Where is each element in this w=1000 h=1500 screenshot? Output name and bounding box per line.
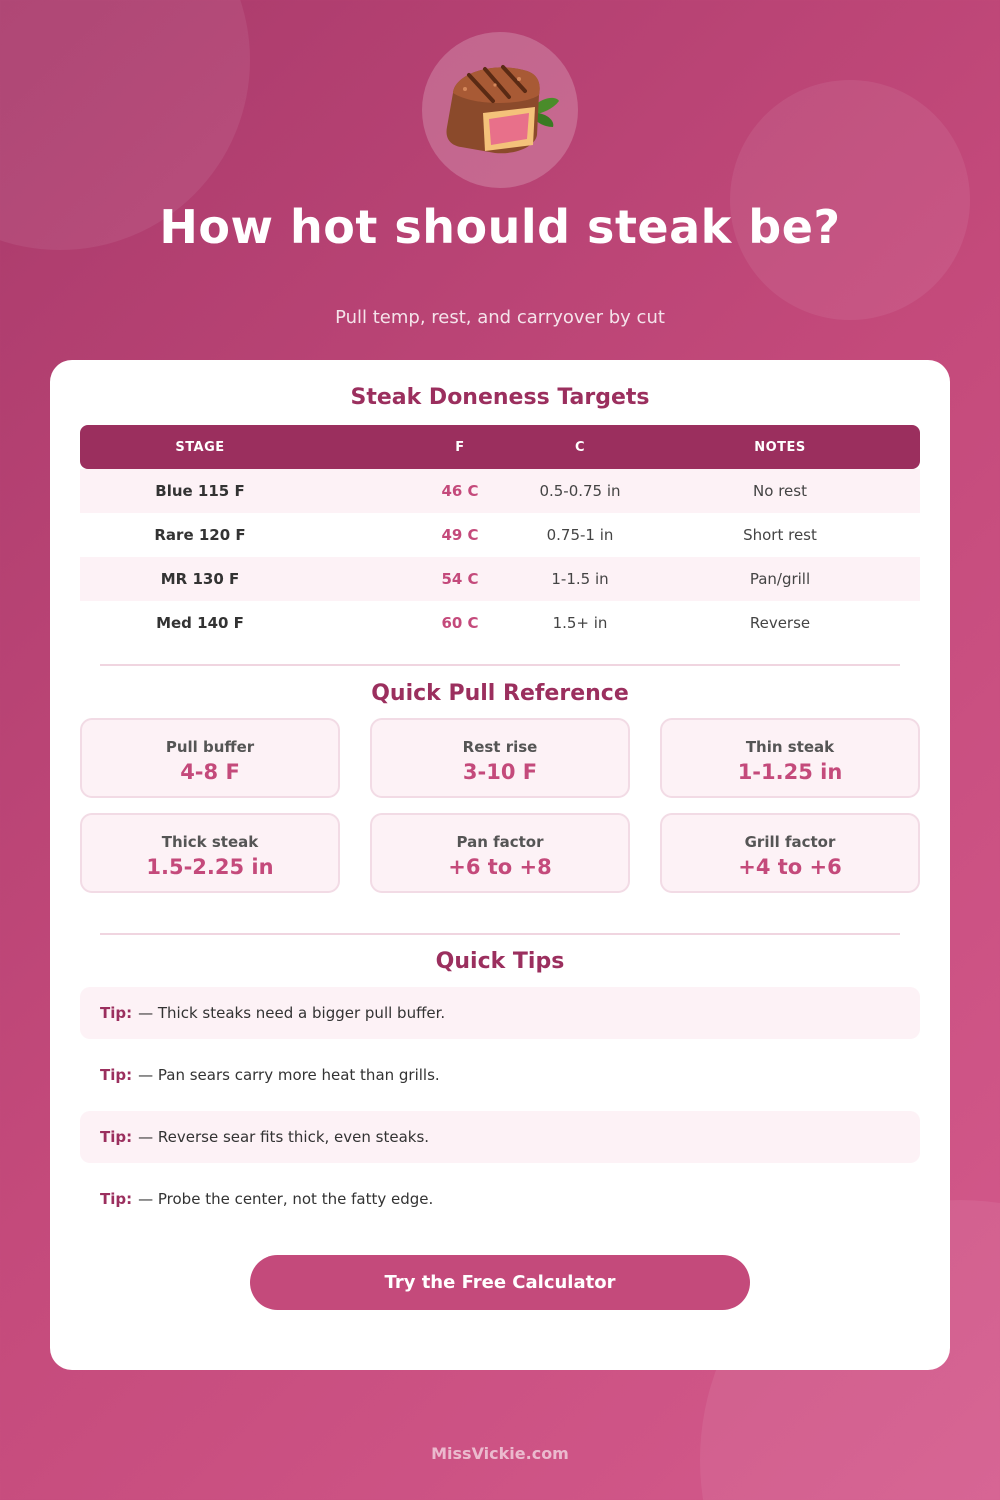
reference-card: [370, 813, 630, 893]
f-cell: 49 C: [441, 526, 479, 544]
c-cell: 1-1.5 in: [551, 570, 609, 588]
stage-cell: MR 130 F: [160, 570, 240, 588]
f-cell: 54 C: [441, 570, 479, 588]
page-title: How hot should steak be?: [159, 200, 841, 254]
table-header: [80, 425, 920, 469]
tip-label: Tip:: [100, 1004, 133, 1022]
column-header: NOTES: [754, 439, 806, 455]
c-cell: 1.5+ in: [552, 614, 608, 632]
steak-icon: [435, 55, 565, 165]
table-row: [80, 513, 920, 557]
stage-cell: Rare 120 F: [154, 526, 246, 544]
table-title: Steak Doneness Targets: [350, 385, 650, 410]
tip-text: — Probe the center, not the fatty edge.: [138, 1190, 434, 1208]
reference-value: 3-10 F: [462, 760, 538, 784]
tip-text: — Pan sears carry more heat than grills.: [138, 1066, 440, 1084]
reference-label: Pull buffer: [165, 738, 255, 756]
tip-item: [80, 1111, 920, 1163]
tip-label: Tip:: [100, 1128, 133, 1146]
reference-value: 1.5-2.25 in: [146, 855, 274, 879]
c-cell: 0.5-0.75 in: [539, 482, 621, 500]
table-row: [80, 557, 920, 601]
c-cell: 0.75-1 in: [546, 526, 614, 544]
reference-value: +4 to +6: [738, 855, 842, 879]
reference-label: Rest rise: [462, 738, 538, 756]
reference-card: [660, 813, 920, 893]
tip-item: [80, 987, 920, 1039]
reference-value: +6 to +8: [448, 855, 552, 879]
f-cell: 46 C: [441, 482, 479, 500]
tip-item: [80, 1173, 920, 1225]
reference-value: 4-8 F: [180, 760, 240, 784]
tip-text: — Thick steaks need a bigger pull buffer.: [138, 1004, 446, 1022]
table-row: [80, 601, 920, 645]
reference-label: Thick steak: [161, 833, 259, 851]
notes-cell: No rest: [753, 482, 807, 500]
column-header: STAGE: [175, 439, 225, 455]
doneness-table: [80, 425, 920, 645]
tip-label: Tip:: [100, 1066, 133, 1084]
reference-label: Pan factor: [456, 833, 544, 851]
footer-brand[interactable]: MissVickie.com: [431, 1444, 569, 1463]
content-card: [50, 360, 950, 1370]
stage-cell: Blue 115 F: [155, 482, 245, 500]
reference-card: [80, 718, 340, 798]
free-calculator-button[interactable]: Try the Free Calculator: [250, 1255, 750, 1310]
notes-cell: Reverse: [749, 614, 811, 632]
hero-icon-badge: [422, 32, 578, 188]
notes-cell: Short rest: [743, 526, 817, 544]
table-row: [80, 469, 920, 513]
reference-title: Quick Pull Reference: [371, 681, 629, 706]
tip-item: [80, 1049, 920, 1101]
reference-card: [80, 813, 340, 893]
stage-cell: Med 140 F: [156, 614, 244, 632]
column-header: F: [455, 439, 465, 455]
reference-label: Grill factor: [744, 833, 836, 851]
tip-label: Tip:: [100, 1190, 133, 1208]
page-subtitle: Pull temp, rest, and carryover by cut: [335, 307, 665, 328]
tips-title: Quick Tips: [435, 949, 565, 974]
reference-card: [660, 718, 920, 798]
reference-label: Thin steak: [745, 738, 835, 756]
column-header: C: [574, 439, 586, 455]
f-cell: 60 C: [441, 614, 479, 632]
tip-text: — Reverse sear fits thick, even steaks.: [138, 1128, 430, 1146]
reference-value: 1-1.25 in: [737, 760, 843, 784]
section-divider: [100, 933, 900, 935]
notes-cell: Pan/grill: [749, 570, 811, 588]
section-divider: [100, 664, 900, 666]
reference-card: [370, 718, 630, 798]
